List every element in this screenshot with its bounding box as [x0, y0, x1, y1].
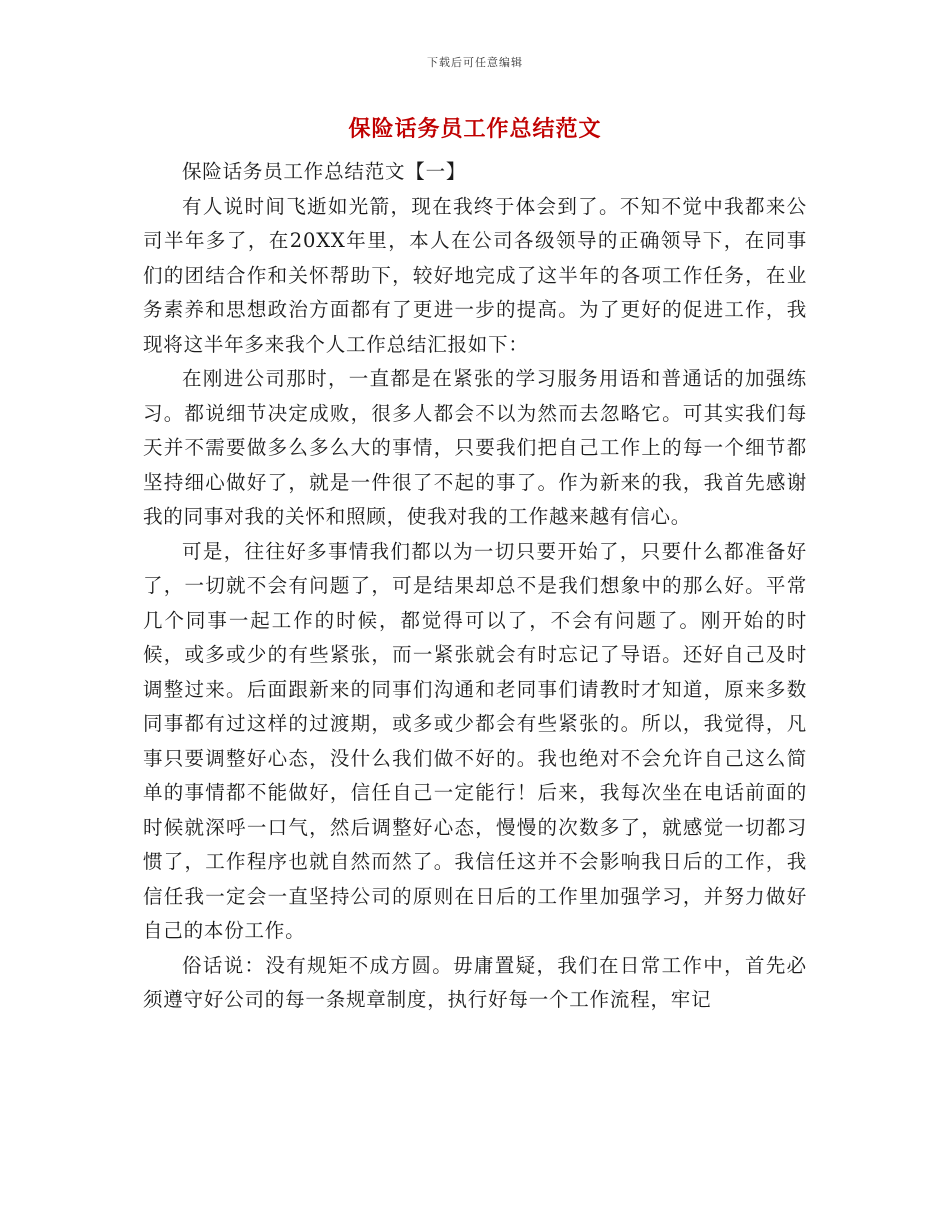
header-note: 下载后可任意编辑 — [427, 56, 523, 69]
paragraph: 可是，往往好多事情我们都以为一切只要开始了，只要什么都准备好了，一切就不会有问题了，可是结果却总不是我们想象中的那么好。平常几个同事一起工作的时候，都觉得可以了，不会有问题了。刚开始的时候，或多或少的有些紧张，而一紧张就会有时忘记了导语。还好自己及时调整过来。后面跟新来的同事们沟通和老同事们请教时才知道，原来多数同事都有过这样的过渡期，或多或少都会有些紧张的。所以，我觉得，凡事只要调整好心态，没什么我们做不好的。我也绝对不会允许自己这么简单的事情都不能做好，信任自己一定能行！后来，我每次坐在电话前面的时候就深呼一口气，然后调整好心态，慢慢的次数多了，就感觉一切都习惯了，工作程序也就自然而然了。我信任这并不会影响我日后的工作，我信任我一定会一直坚持公司的原则在日后的工作里加强学习，并努力做好自己的本份工作。 — [143, 539, 807, 942]
paragraph: 俗话说：没有规矩不成方圆。毋庸置疑，我们在日常工作中，首先必须遵守好公司的每一条规章制度，执行好每一个工作流程，牢记 — [143, 953, 807, 1011]
document-title: 保险话务员工作总结范文 — [348, 116, 602, 142]
paragraph: 在刚进公司那时，一直都是在紧张的学习服务用语和普通话的加强练习。都说细节决定成败，很多人都会不以为然而去忽略它。可其实我们每天并不需要做多么多么大的事情，只要我们把自己工作上的每一个细节都坚持细心做好了，就是一件很了不起的事了。作为新来的我，我首先感谢我的同事对我的关怀和照顾，使我对我的工作越来越有信心。 — [143, 367, 807, 528]
section-heading: 保险话务员工作总结范文【一】 — [182, 160, 467, 183]
paragraph: 有人说时间飞逝如光箭，现在我终于体会到了。不知不觉中我都来公司半年多了，在20XX年里，本人在公司各级领导的正确领导下，在同事们的团结合作和关怀帮助下，较好地完成了这半年的各项工作任务，在业务素养和思想政治方面都有了更进一步的提高。为了更好的促进工作，我现将这半年多来我个人工作总结汇报如下： — [143, 194, 807, 356]
document-body — [143, 155, 807, 1018]
